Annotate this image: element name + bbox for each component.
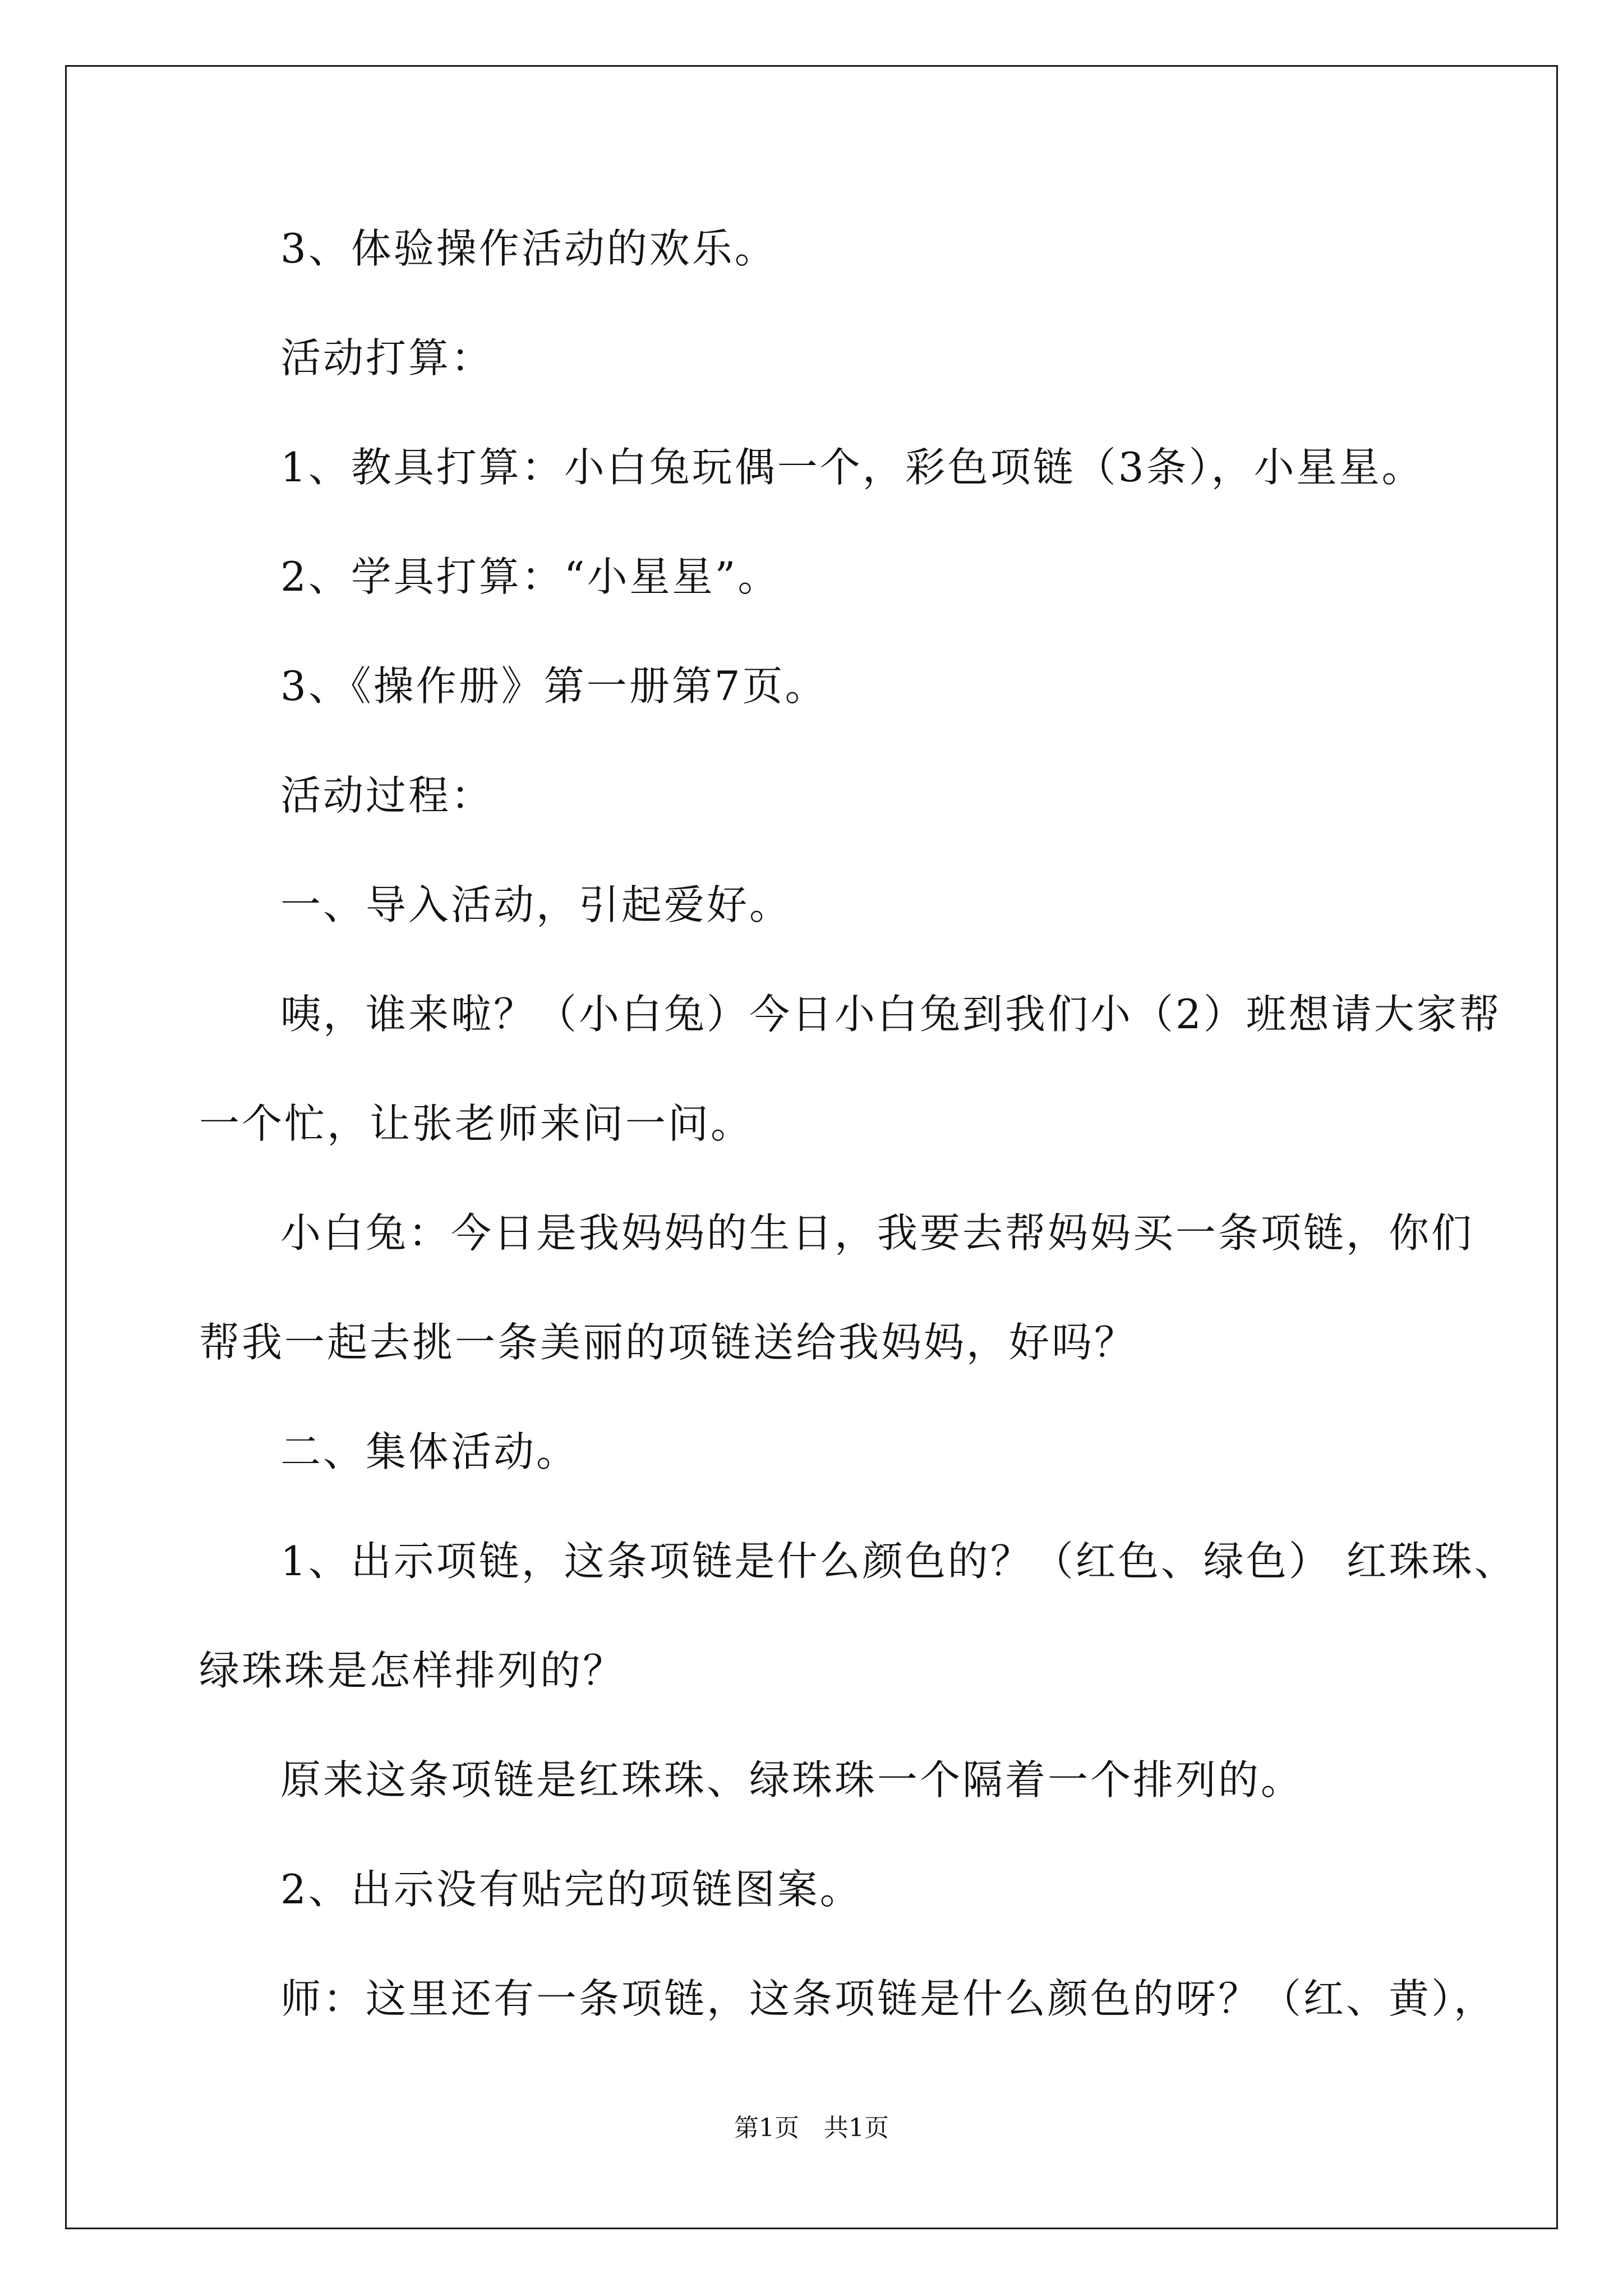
paragraph-8: 咦，谁来啦？（小白兔）今日小白兔到我们小（2）班想请大家帮: [280, 991, 1502, 1038]
paragraph-6: 活动过程：: [280, 772, 494, 819]
paragraph-13: 2、出示没有贴完的项链图案。: [280, 1866, 863, 1913]
paragraph-11: 1、出示项链，这条项链是什么颜色的？（红色、绿色） 红珠珠、: [280, 1538, 1517, 1585]
paragraph-14: 师：这里还有一条项链，这条项链是什么颜色的呀？（红、黄），: [280, 1975, 1497, 2022]
page-footer: 第1页 共1页: [734, 2114, 889, 2142]
paragraph-9: 小白兔：今日是我妈妈的生日，我要去帮妈妈买一条项链，你们: [280, 1209, 1474, 1257]
paragraph-3: 1、教具打算：小白兔玩偶一个，彩色项链（3条），小星星。: [280, 444, 1424, 491]
paragraph-5: 3、《操作册》第一册第7页。: [280, 662, 828, 710]
paragraph-8-continued: 一个忙，让张老师来问一问。: [199, 1100, 754, 1147]
paragraph-11-continued: 绿珠珠是怎样排列的？: [199, 1647, 626, 1694]
paragraph-2: 活动打算：: [280, 334, 494, 381]
paragraph-1: 3、体验操作活动的欢乐。: [280, 225, 777, 272]
paragraph-9-continued: 帮我一起去挑一条美丽的项链送给我妈妈，好吗？: [199, 1319, 1137, 1366]
paragraph-10: 二、集体活动。: [280, 1428, 579, 1475]
paragraph-7: 一、导入活动，引起爱好。: [280, 881, 792, 928]
paragraph-4: 2、学具打算：“小星星”。: [280, 553, 781, 600]
paragraph-12: 原来这条项链是红珠珠、绿珠珠一个隔着一个排列的。: [280, 1756, 1304, 1803]
